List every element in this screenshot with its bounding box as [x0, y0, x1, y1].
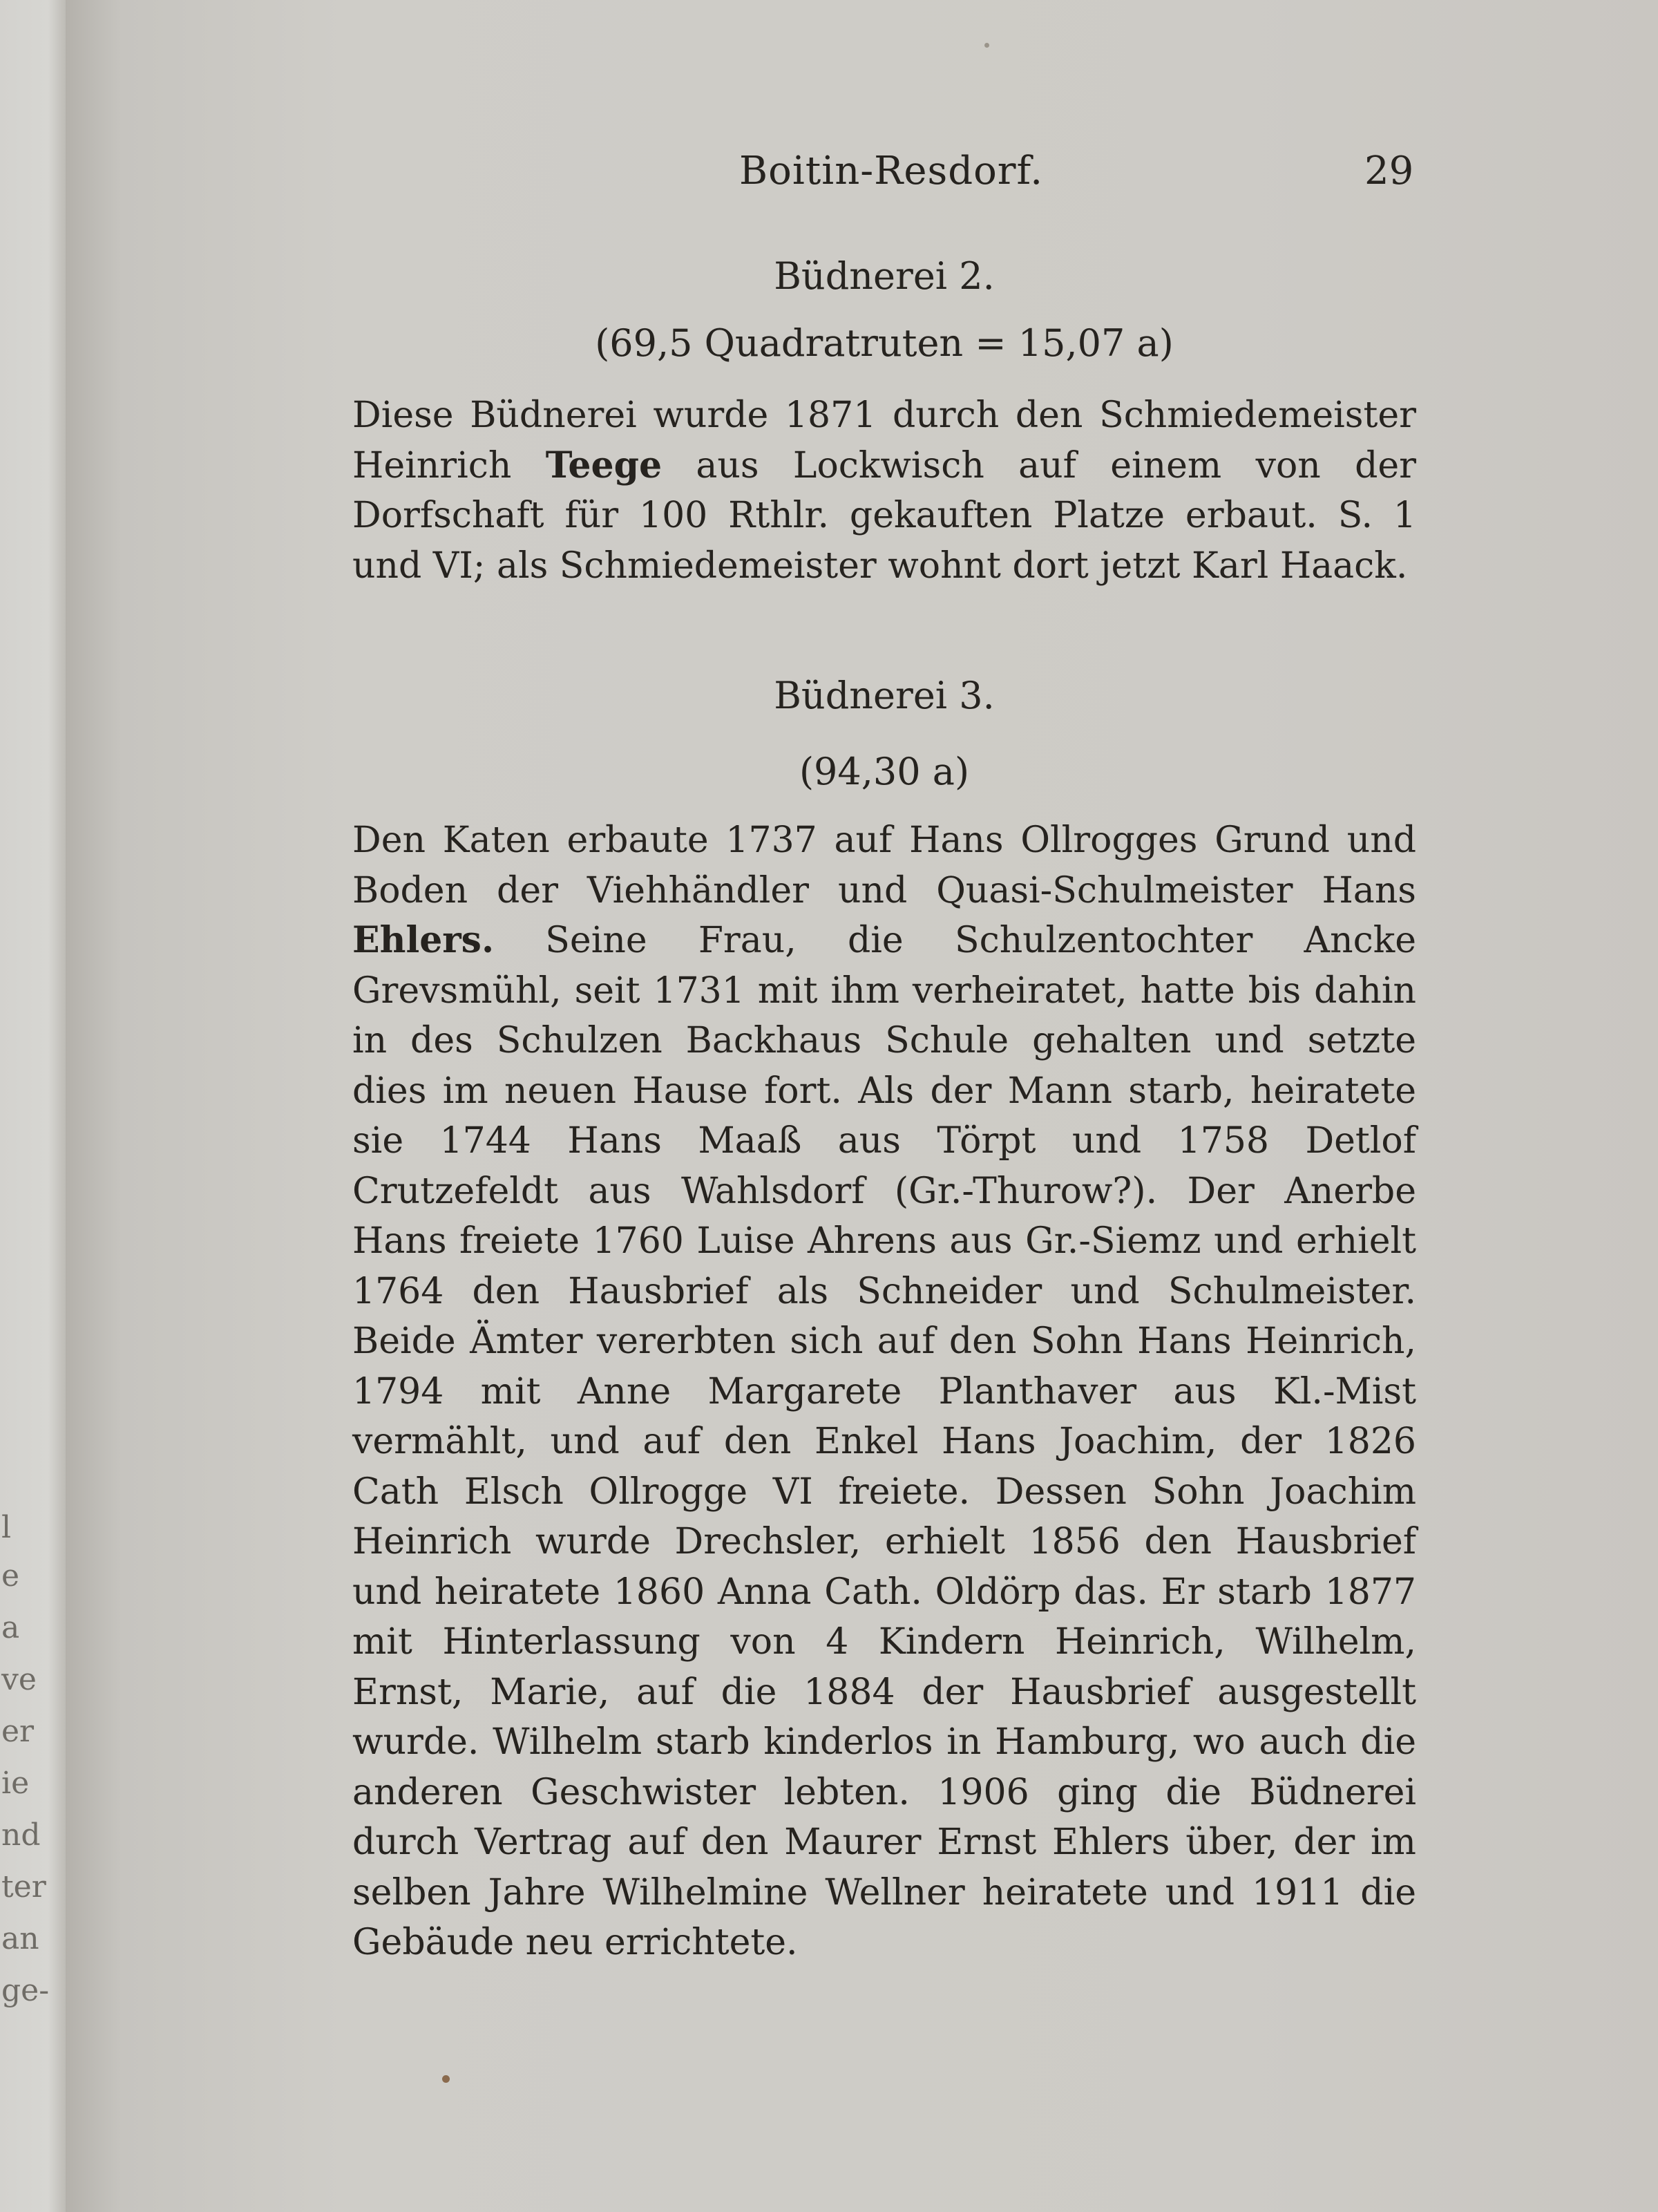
section-title-buednerei-3: Büdnerei 3. — [774, 674, 995, 717]
facing-page-fragment: an — [1, 1921, 39, 1956]
paper-speck — [442, 2075, 450, 2083]
section-body-buednerei-3 — [352, 815, 1416, 1968]
facing-page-fragment: e — [1, 1558, 20, 1594]
bold-surname: Ehlers. — [352, 919, 495, 961]
body-text: Diese Büdnerei wurde 1871 durch den Schmiedemeister Heinrich — [352, 395, 1416, 486]
page-number: 29 — [1364, 149, 1414, 193]
book-page — [66, 0, 1658, 2212]
facing-page-fragment: er — [1, 1714, 35, 1749]
facing-page-fragment: l — [1, 1510, 12, 1545]
facing-page-fragment: ie — [1, 1766, 30, 1801]
paper-speck — [984, 43, 989, 48]
section-subtitle-area-3: (94,30 a) — [799, 750, 970, 793]
facing-page-fragment: ve — [1, 1662, 37, 1697]
facing-page-fragment: ge- — [1, 1973, 50, 2008]
facing-page-fragment: nd — [1, 1817, 41, 1853]
section-subtitle-area-2: (69,5 Quadratruten = 15,07 a) — [595, 321, 1174, 365]
section-body-buednerei-2 — [352, 390, 1416, 591]
bold-surname: Teege — [545, 444, 663, 486]
body-text: Den Katen erbaute 1737 auf Hans Ollrogges Grund und Boden der Viehhändler und Quasi-Schulmeister Hans — [352, 820, 1416, 911]
section-title-buednerei-2: Büdnerei 2. — [774, 254, 995, 298]
body-text: Seine Frau, die Schulzentochter Ancke Grevsmühl, seit 1731 mit ihm verheiratet, hatte bis dahin in des Schulzen Backhaus Schule gehalten und setzte dies im neuen Hause fort. Als der Mann starb, heiratete sie 1744 Hans Maaß aus Törpt und 1758 Detlof Crutzefeldt aus Wahlsdorf (Gr.-Thurow?). Der Anerbe Hans freiete 1760 Luise Ahrens aus Gr.-Siemz und erhielt 1764 den Hausbrief als Schneider und Schulmeister. Beide Ämter vererbten sich auf den Sohn Hans Heinrich, 1794 mit Anne Margarete Planthaver aus Kl.-Mist vermählt, und auf den Enkel Hans Joachim, der 1826 Cath Elsch Ollrogge VI freiete. Dessen Sohn Joachim Heinrich wurde Drechsler, erhielt 1856 den Hausbrief und heiratete 1860 Anna Cath. Oldörp das. Er starb 1877 mit Hinterlassung von 4 Kindern Heinrich, Wilhelm, Ernst, Marie, auf die 1884 der Hausbrief ausgestellt wurde. Wilhelm starb kinderlos in Hamburg, wo auch die anderen Geschwister lebten. 1906 ging die Büdnerei durch Vertrag auf den Maurer Ernst Ehlers über, der im selben Jahre Wilhelmine Wellner heiratete und 1911 die Gebäude neu errichtete. — [352, 920, 1416, 1963]
page-header — [66, 149, 1658, 204]
running-head: Boitin-Resdorf. — [739, 149, 1044, 193]
facing-page-edge — [0, 0, 66, 2212]
facing-page-fragment: ter — [1, 1869, 46, 1904]
body-text: aus Lockwisch auf einem von der Dorfschaft für 100 Rthlr. gekauften Platze erbaut. S. 1 und VI; als Schmiedemeister wohnt dort jetzt Karl Haack. — [352, 444, 1417, 587]
facing-page-fragment: a — [1, 1610, 20, 1645]
